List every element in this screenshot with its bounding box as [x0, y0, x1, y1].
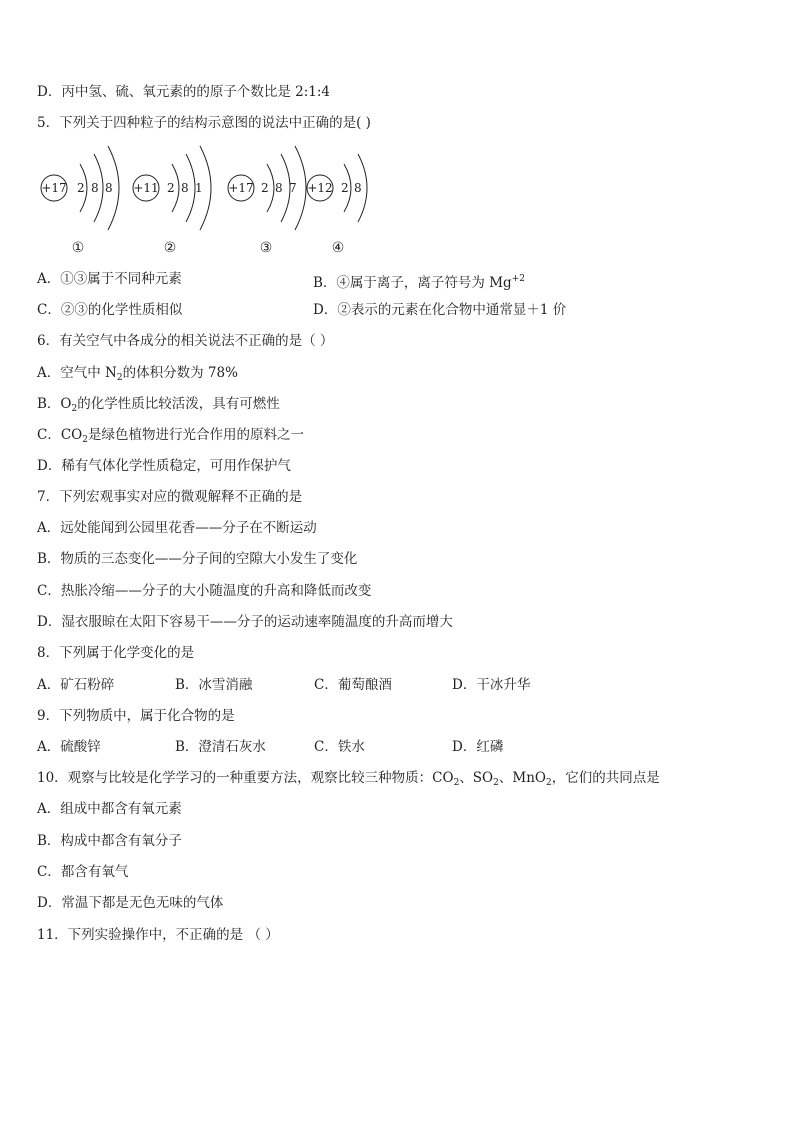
q6-option-b [37, 395, 280, 418]
atom-3-shell-3: 7 [289, 181, 297, 195]
q5-option-b [313, 270, 525, 292]
q10-sub-2: 2 [493, 778, 499, 788]
atom-1 [41, 146, 119, 230]
q9-option-d: D．红磷 [452, 739, 504, 755]
q9-option-c: C．铁水 [314, 739, 365, 755]
q11-stem: 11．下列实验操作中，不正确的是 （ ） [37, 927, 279, 943]
q10-option-c: C．都含有氧气 [37, 864, 129, 880]
q10-option-b: B．构成中都含有氧分子 [37, 833, 182, 849]
q10-option-d: D．常温下都是无色无味的气体 [37, 895, 224, 911]
atom-3-shell-1: 2 [261, 181, 269, 195]
atom-structure-diagrams [30, 140, 390, 260]
q6-stem: 6．有关空气中各成分的相关说法不正确的是（ ） [37, 333, 334, 349]
q6-a-sub: 2 [116, 373, 123, 383]
q8-stem: 8．下列属于化学变化的是 [37, 645, 195, 661]
q10-stem-post: ，它们的共同点是 [551, 770, 660, 786]
q5-stem: 5．下列关于四种粒子的结构示意图的说法中正确的是( ) [37, 115, 371, 131]
atom-3-nucleus: +17 [228, 181, 254, 195]
q8-option-d: D．干冰升华 [452, 677, 531, 693]
q4-option-d: D．丙中氢、硫、氧元素的的原子个数比是 2:1:4 [37, 84, 330, 100]
q6-a-pre: A．空气中 N [37, 365, 117, 381]
q5-option-a: A．①③属于不同种元素 [37, 271, 182, 287]
atom-3-label: ③ [259, 240, 273, 256]
q5-option-c: C．②③的化学性质相似 [37, 302, 183, 318]
q9-stem: 9．下列物质中，属于化合物的是 [37, 708, 235, 724]
q10-mid-1: 、SO [459, 770, 494, 786]
q10-option-a: A．组成中都含有氧元素 [37, 801, 182, 817]
atom-4-label: ④ [331, 240, 345, 256]
q6-option-c [37, 426, 304, 449]
q9-option-b: B．澄清石灰水 [175, 739, 266, 755]
atom-3-shell-2: 8 [275, 181, 283, 195]
atom-4 [307, 154, 367, 222]
q5-option-d: D．②表示的元素在化合物中通常显＋1 价 [313, 302, 567, 318]
atom-2-label: ② [163, 240, 177, 256]
atom-1-shell-1: 2 [77, 181, 85, 195]
atom-4-shell-1: 2 [341, 181, 349, 195]
atom-1-shell-3: 8 [105, 181, 113, 195]
atom-4-nucleus: +12 [307, 181, 333, 195]
q7-option-d: D．湿衣服晾在太阳下容易干——分子的运动速率随温度的升高而增大 [37, 614, 453, 630]
atom-3 [228, 146, 306, 230]
q10-stem-pre: 10．观察与比较是化学学习的一种重要方法，观察比较三种物质：CO [37, 770, 454, 786]
q9-option-a: A．硫酸锌 [37, 739, 101, 755]
q10-sub-3: 2 [545, 778, 552, 788]
atom-1-nucleus: +17 [41, 181, 67, 195]
q6-c-sub: 2 [82, 435, 88, 445]
q6-c-pre: C．CO [37, 427, 83, 443]
q7-stem: 7．下列宏观事实对应的微观解释不正确的是 [37, 489, 303, 505]
atom-2 [133, 146, 211, 230]
q7-option-b: B．物质的三态变化——分子间的空隙大小发生了变化 [37, 551, 358, 567]
q5-option-b-text: B．④属于离子，离子符号为 Mg [313, 275, 512, 291]
q10-stem [37, 769, 660, 792]
atom-4-shell-2: 8 [354, 181, 362, 195]
q10-mid-2: 、MnO [498, 770, 546, 786]
q8-option-c: C．葡萄酿酒 [314, 677, 392, 693]
q6-b-sub: 2 [71, 404, 78, 414]
atom-2-shell-3: 1 [195, 181, 203, 195]
q6-option-a [37, 364, 238, 387]
q7-option-a: A．远处能闻到公园里花香——分子在不断运动 [37, 520, 317, 536]
q8-option-b: B．冰雪消融 [175, 677, 253, 693]
q6-c-post: 是绿色植物进行光合作用的原料之一 [87, 427, 304, 443]
q8-option-a: A．矿石粉碎 [37, 677, 115, 693]
atom-2-shell-1: 2 [167, 181, 175, 195]
q7-option-c: C．热胀冷缩——分子的大小随温度的升高和降低而改变 [37, 583, 372, 599]
q6-a-post: 的体积分数为 78% [122, 365, 238, 381]
q6-b-post: 的化学性质比较活泼，具有可燃性 [77, 396, 280, 412]
q6-b-pre: B．O [37, 396, 72, 412]
q10-sub-1: 2 [453, 778, 460, 788]
q6-option-d: D．稀有气体化学性质稳定，可用作保护气 [37, 458, 291, 474]
atom-1-shell-2: 8 [91, 181, 99, 195]
atom-2-nucleus: +11 [133, 181, 159, 195]
q5-option-b-charge: +2 [511, 274, 525, 284]
atom-1-label: ① [71, 240, 85, 256]
atom-2-shell-2: 8 [181, 181, 189, 195]
